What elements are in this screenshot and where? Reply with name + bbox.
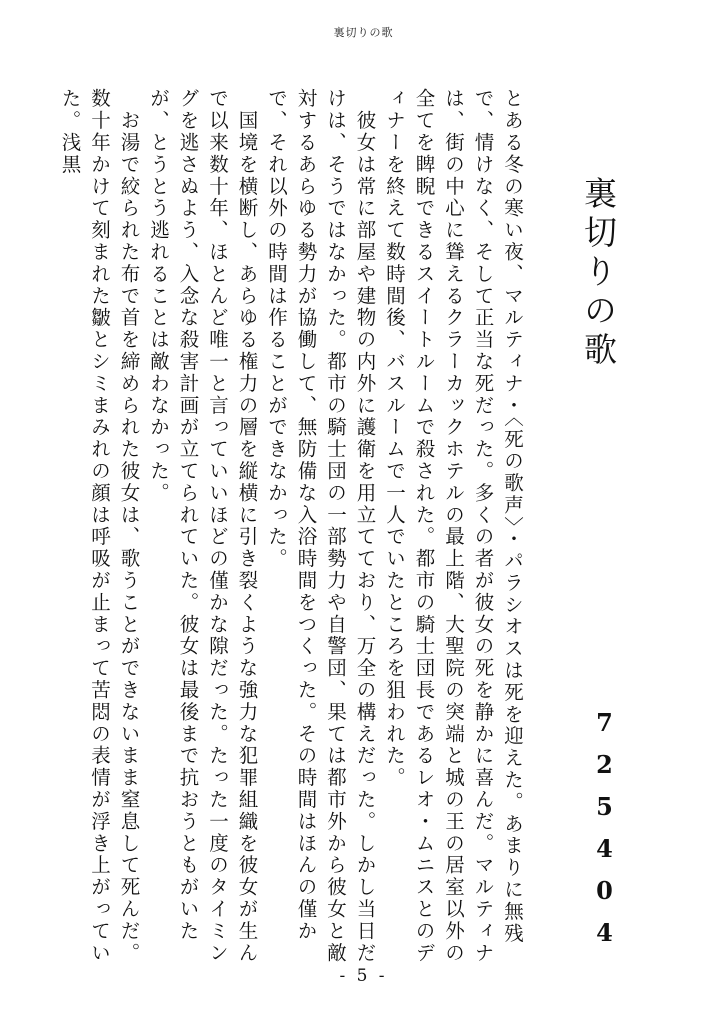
- paragraph-3: 国境を横断し、あらゆる権力の層を縦横に引き裂くような強力な犯罪組織を彼女が生んで以来数十年、ほとんど唯一と言っていいほどの僅かな隙だった。たった一度のタイミングを逃さぬよう、入念な殺害計画が立てられていた。彼女は最後まで抗おうともがいたが、とうとう逃れることは敵わなかった。: [147, 88, 259, 964]
- paragraph-1: とある冬の寒い夜、マルティナ・〈死の歌声〉・パラシオスは死を迎えた。あまりに無残で、情けなく、そして正当な死だった。多くの者が彼女の死を静かに喜んだ。マルティナは、街の中心に聳えるクラーカックホテルの最上階、大聖院の突端と城の王の居室以外の全てを睥睨できるスイートルームで殺された。都市の騎士団長であるレオ・ムニスとのディナーを終えて数時間後、バスルームで一人でいたところを狙われた。: [383, 88, 524, 964]
- paragraph-4: お湯で絞られた布で首を締められた彼女は、歌うことができないまま窒息して死んだ。数十年かけて刻まれた皺とシミまみれの顔は呼吸が止まって苦悶の表情が浮き上がっていた。浅黒: [58, 88, 141, 964]
- running-header: 裏切りの歌: [333, 26, 394, 39]
- chapter-title: 裏切りの歌: [579, 176, 618, 371]
- serial-number: 725404: [590, 708, 619, 960]
- paragraph-2: 彼女は常に部屋や建物の内外に護衛を用立てており、万全の構えだった。しかし当日だけは、そうではなかった。都市の騎士団の一部勢力や自警団、果ては都市外から彼女と敵対するあらゆる勢力が協働して、無防備な入浴時間をつくった。その時間はほんの僅かで、それ以外の時間は作ることができなかった。: [265, 88, 377, 964]
- body-text: [55, 88, 527, 964]
- page-number: - 5 -: [339, 966, 388, 986]
